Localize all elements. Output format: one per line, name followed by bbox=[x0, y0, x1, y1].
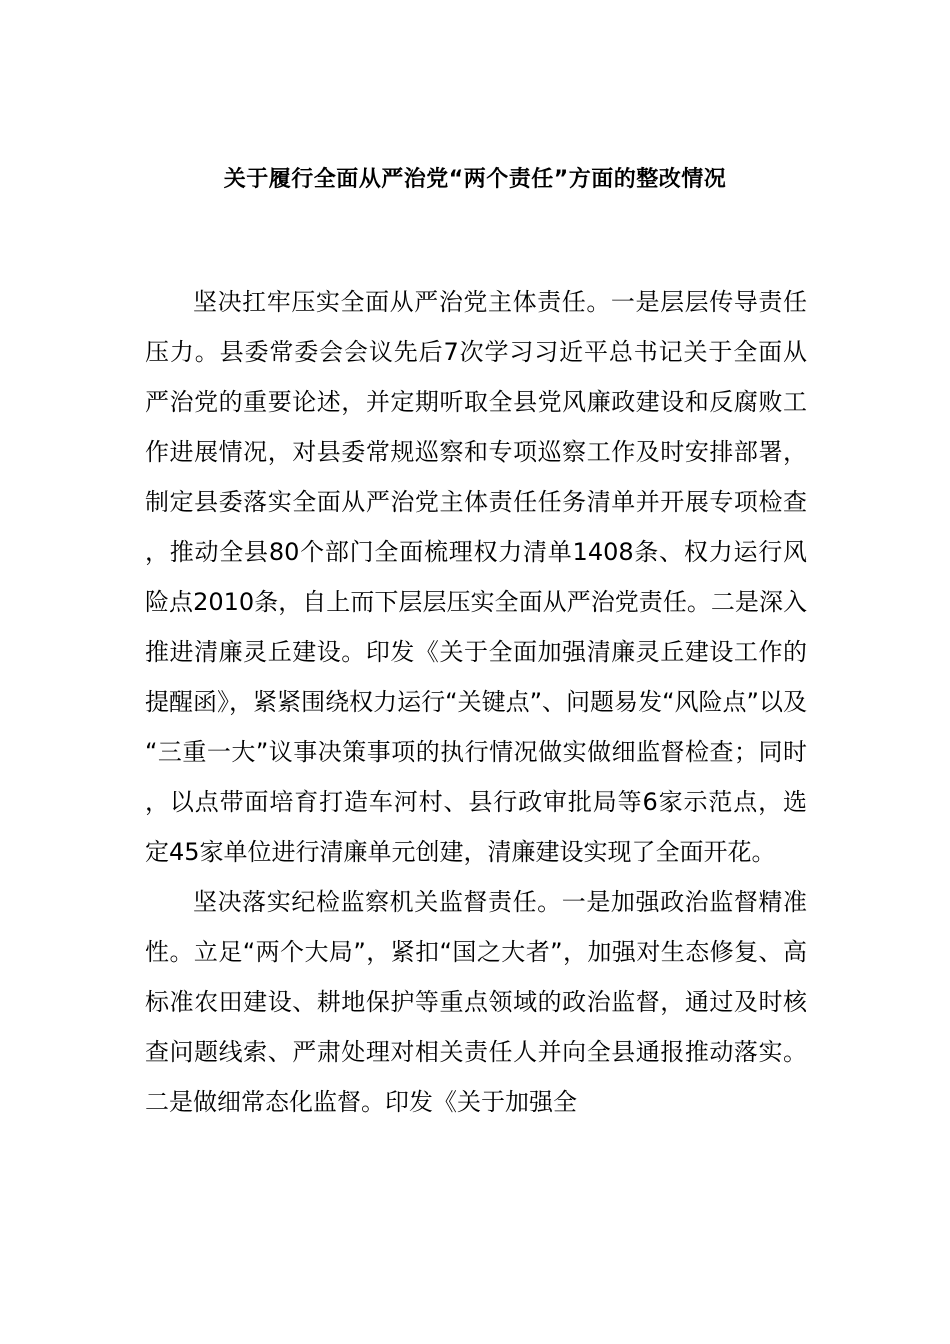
paragraph-supervision-responsibility: 坚决落实纪检监察机关监督责任。一是加强政治监督精准性。立足“两个大局”，紧扣“国之大者”，加强对生态修复、高标准农田建设、耕地保护等重点领域的政治监督，通过及时核查问题线索、严肃处理对相关责任人并向全县通报推动落实。二是做细常态化监督。印发《关于加强全 bbox=[145, 888, 807, 1116]
document-body bbox=[145, 277, 807, 1127]
document-title: 关于履行全面从严治党“两个责任”方面的整改情况 bbox=[223, 167, 727, 192]
paragraph-main-responsibility: 坚决扛牢压实全面从严治党主体责任。一是层层传导责任压力。县委常委会会议先后7次学习习近平总书记关于全面从严治党的重要论述，并定期听取全县党风廉政建设和反腐败工作进展情况，对县委常规巡察和专项巡察工作及时安排部署，制定县委落实全面从严治党主体责任任务清单并开展专项检查，推动全县80个部门全面梳理权力清单1408条、权力运行风险点2010条，自上而下层层压实全面从严治党责任。二是深入推进清廉灵丘建设。印发《关于全面加强清廉灵丘建设工作的提醒函》，紧紧围绕权力运行“关键点”、问题易发“风险点”以及“三重一大”议事决策事项的执行情况做实做细监督检查；同时，以点带面培育打造车河村、县行政审批局等6家示范点，选定45家单位进行清廉单元创建，清廉建设实现了全面开花。 bbox=[145, 288, 807, 866]
